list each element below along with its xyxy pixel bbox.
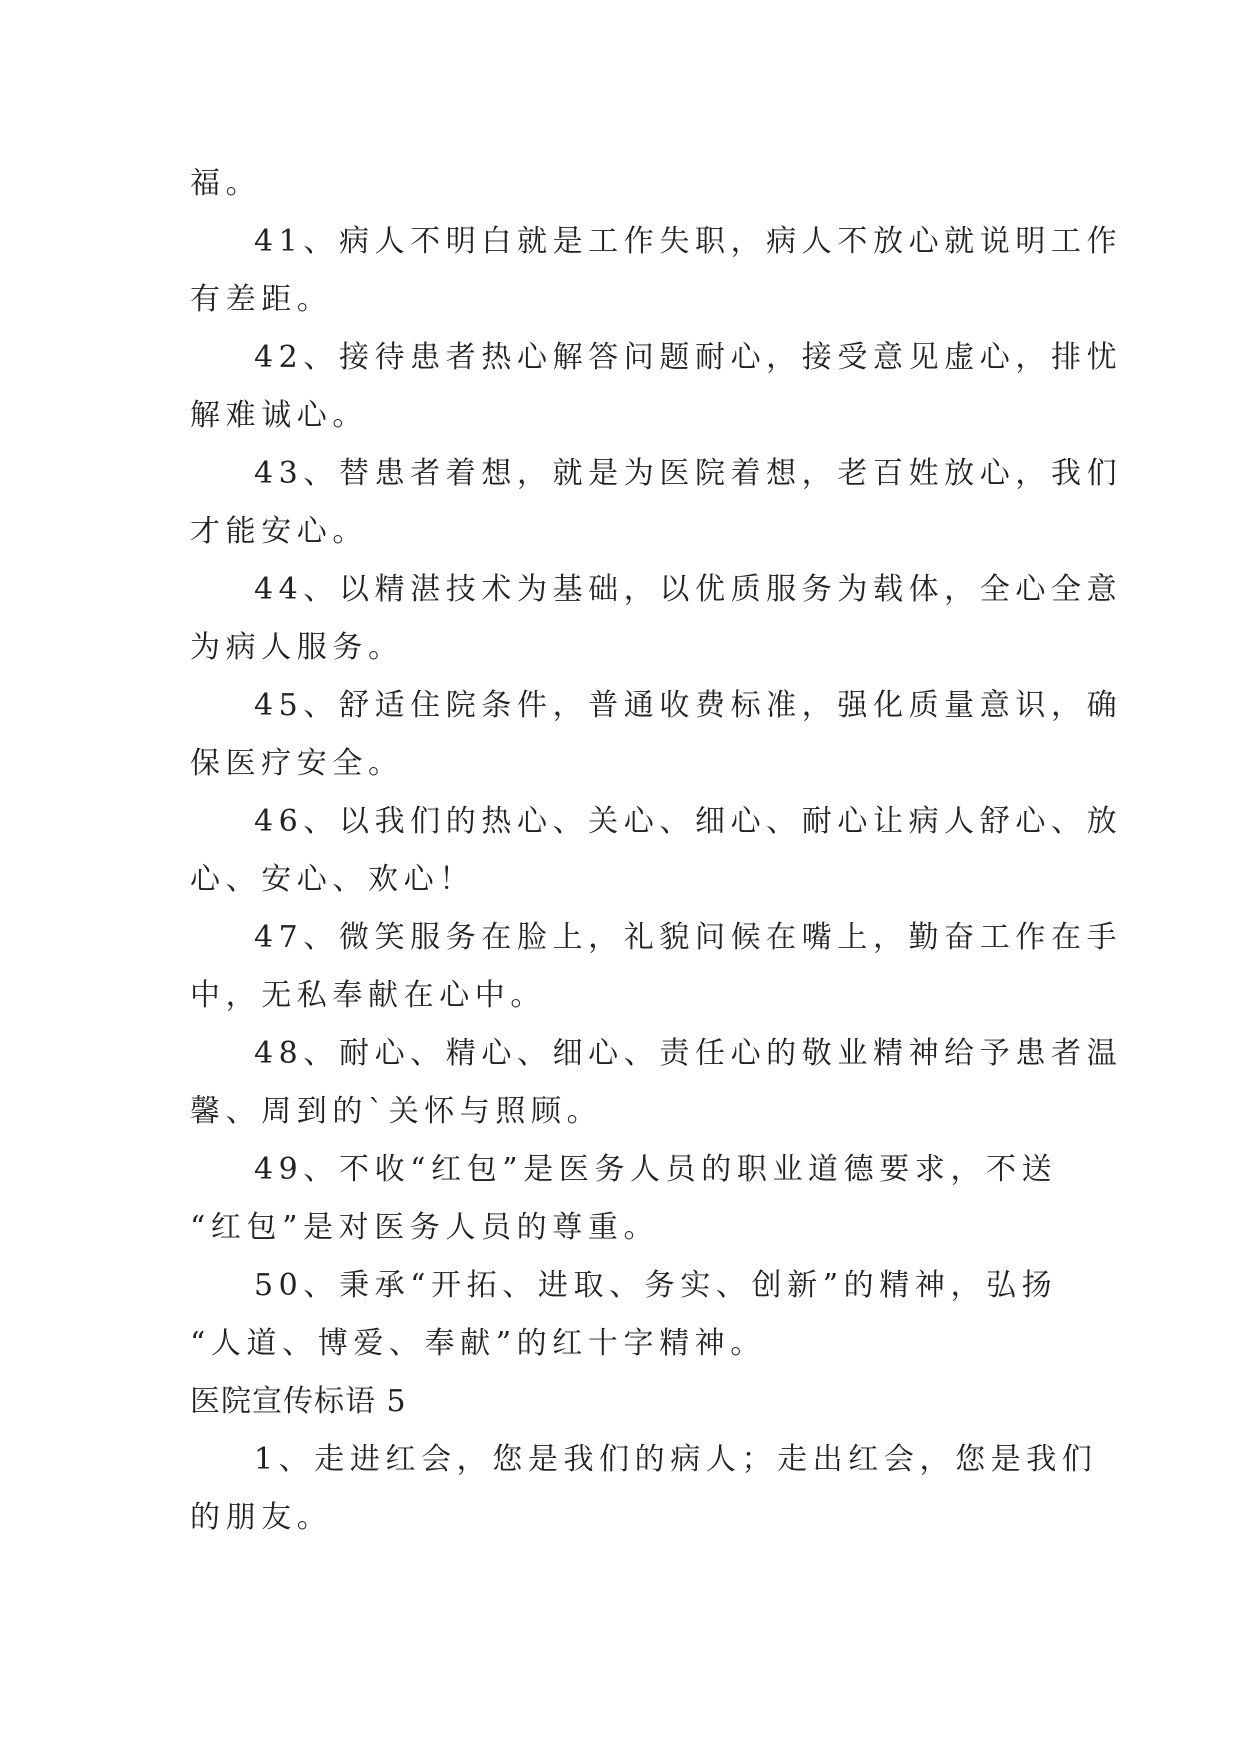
text-line: 福。 <box>190 166 262 201</box>
text-line: 中，无私奉献在心中。 <box>190 978 546 1013</box>
text-line: 有差距。 <box>190 282 333 317</box>
text-line: 50、秉承“开拓、进取、务实、创新”的精神，弘扬 <box>254 1268 1058 1303</box>
text-line: 才能安心。 <box>190 514 368 549</box>
text-line: 44、以精湛技术为基础，以优质服务为载体，全心全意 <box>254 572 1123 607</box>
text-line: 45、舒适住院条件，普通收费标准，强化质量意识，确 <box>254 688 1123 723</box>
text-line: 心、安心、欢心！ <box>190 862 475 897</box>
text-line: 解难诚心。 <box>190 398 368 433</box>
text-line: 馨、周到的`关怀与照顾。 <box>190 1094 603 1129</box>
text-line: 41、病人不明白就是工作失职，病人不放心就说明工作 <box>254 224 1123 259</box>
text-line: 48、耐心、精心、细心、责任心的敬业精神给予患者温 <box>254 1036 1123 1071</box>
text-line: 的朋友。 <box>190 1500 333 1535</box>
section-heading: 医院宣传标语 5 <box>190 1384 407 1419</box>
text-line: 47、微笑服务在脸上，礼貌问候在嘴上，勤奋工作在手 <box>254 920 1123 955</box>
text-line: 49、不收“红包”是医务人员的职业道德要求，不送 <box>254 1152 1058 1187</box>
text-line: 42、接待患者热心解答问题耐心，接受意见虚心，排忧 <box>254 340 1123 375</box>
text-line: 43、替患者着想，就是为医院着想，老百姓放心，我们 <box>254 456 1123 491</box>
text-line: “人道、博爱、奉献”的红十字精神。 <box>190 1326 766 1361</box>
text-line: 46、以我们的热心、关心、细心、耐心让病人舒心、放 <box>254 804 1123 839</box>
text-line: “红包”是对医务人员的尊重。 <box>190 1210 660 1245</box>
text-line: 为病人服务。 <box>190 630 404 665</box>
text-line: 1、走进红会，您是我们的病人；走出红会，您是我们 <box>254 1442 1098 1477</box>
text-line: 保医疗安全。 <box>190 746 404 781</box>
